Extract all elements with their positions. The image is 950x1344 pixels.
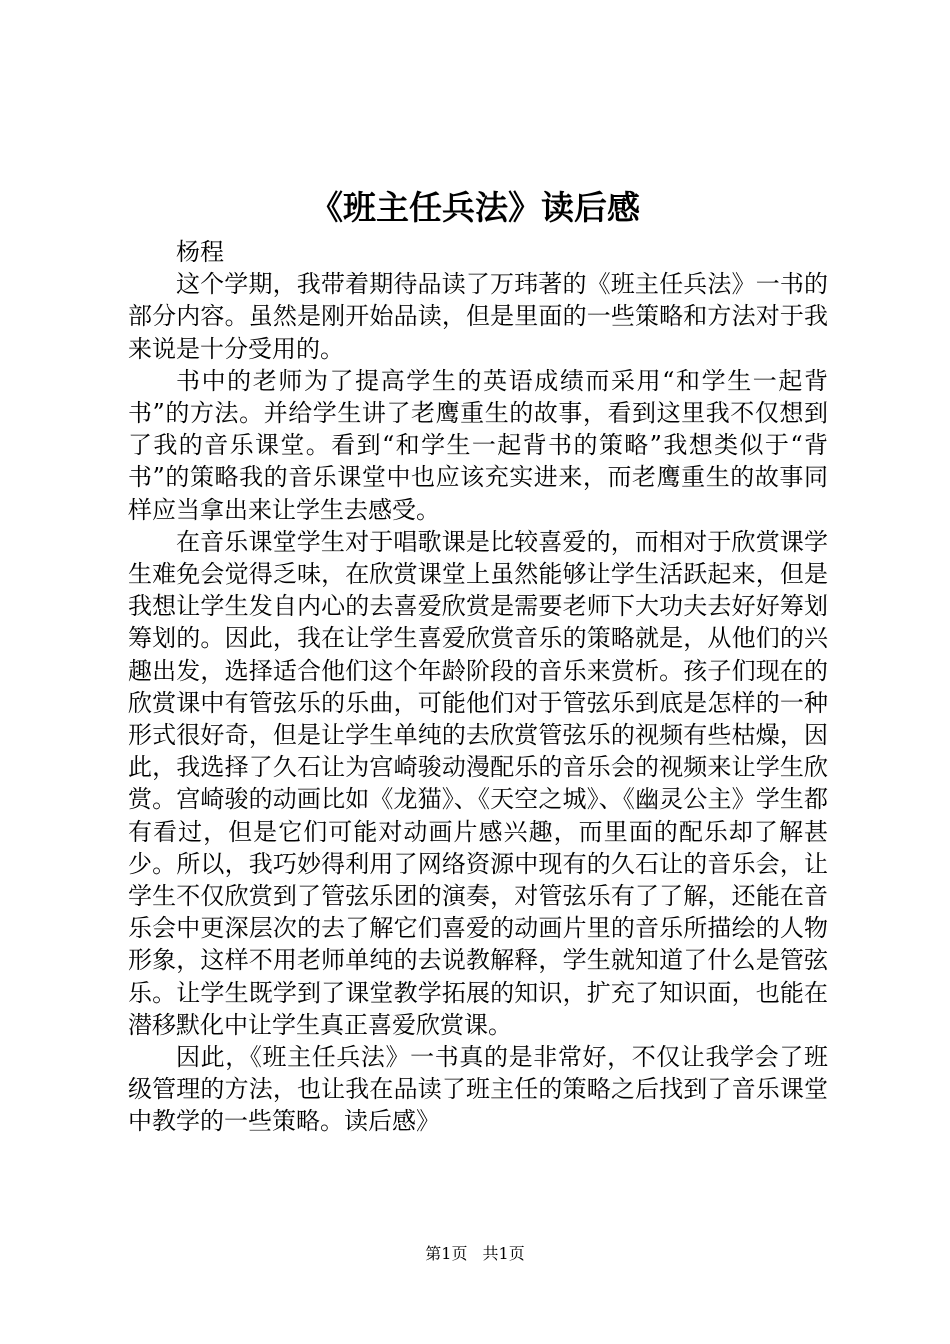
document-body [128, 236, 828, 1138]
paragraph-4: 因此，《班主任兵法》一书真的是非常好，不仅让我学会了班级管理的方法，也让我在品读了班主任的策略之后找到了音乐课堂中教学的一些策略。读后感》 [128, 1043, 828, 1136]
page-number-current: 第1页 [425, 1244, 468, 1263]
author-name: 杨程 [176, 238, 224, 266]
page-number-total: 共1页 [482, 1244, 525, 1263]
document-title: 《班主任兵法》读后感 [310, 188, 640, 227]
page-footer [0, 1243, 950, 1265]
paragraph-3: 在音乐课堂学生对于唱歌课是比较喜爱的，而相对于欣赏课学生难免会觉得乏味，在欣赏课堂上虽然能够让学生活跃起来，但是我想让学生发自内心的去喜爱欣赏是需要老师下大功夫去好好筹划筹划的。因此，我在让学生喜爱欣赏音乐的策略就是，从他们的兴趣出发，选择适合他们这个年龄阶段的音乐来赏析。孩子们现在的欣赏课中有管弦乐的乐曲，可能他们对于管弦乐到底是怎样的一种形式很好奇，但是让学生单纯的去欣赏管弦乐的视频有些枯燥，因此，我选择了久石让为宫崎骏动漫配乐的音乐会的视频来让学生欣赏。宫崎骏的动画比如《龙猫》、《天空之城》、《幽灵公主》学生都有看过，但是它们可能对动画片感兴趣，而里面的配乐却了解甚少。所以，我巧妙得利用了网络资源中现有的久石让的音乐会，让学生不仅欣赏到了管弦乐团的演奏，对管弦乐有了了解，还能在音乐会中更深层次的去了解它们喜爱的动画片里的音乐所描绘的人物形象，这样不用老师单纯的去说教解释，学生就知道了什么是管弦乐。让学生既学到了课堂教学拓展的知识，扩充了知识面，也能在潜移默化中让学生真正喜爱欣赏课。 [128, 527, 828, 1039]
paragraph-2: 书中的老师为了提高学生的英语成绩而采用“和学生一起背书”的方法。并给学生讲了老鹰重生的故事，看到这里我不仅想到了我的音乐课堂。看到“和学生一起背书的策略”我想类似于“背书”的策略我的音乐课堂中也应该充实进来，而老鹰重生的故事同样应当拿出来让学生去感受。 [128, 366, 828, 524]
paragraph-1: 这个学期，我带着期待品读了万玮著的《班主任兵法》一书的部分内容。虽然是刚开始品读，但是里面的一些策略和方法对于我来说是十分受用的。 [128, 270, 828, 363]
